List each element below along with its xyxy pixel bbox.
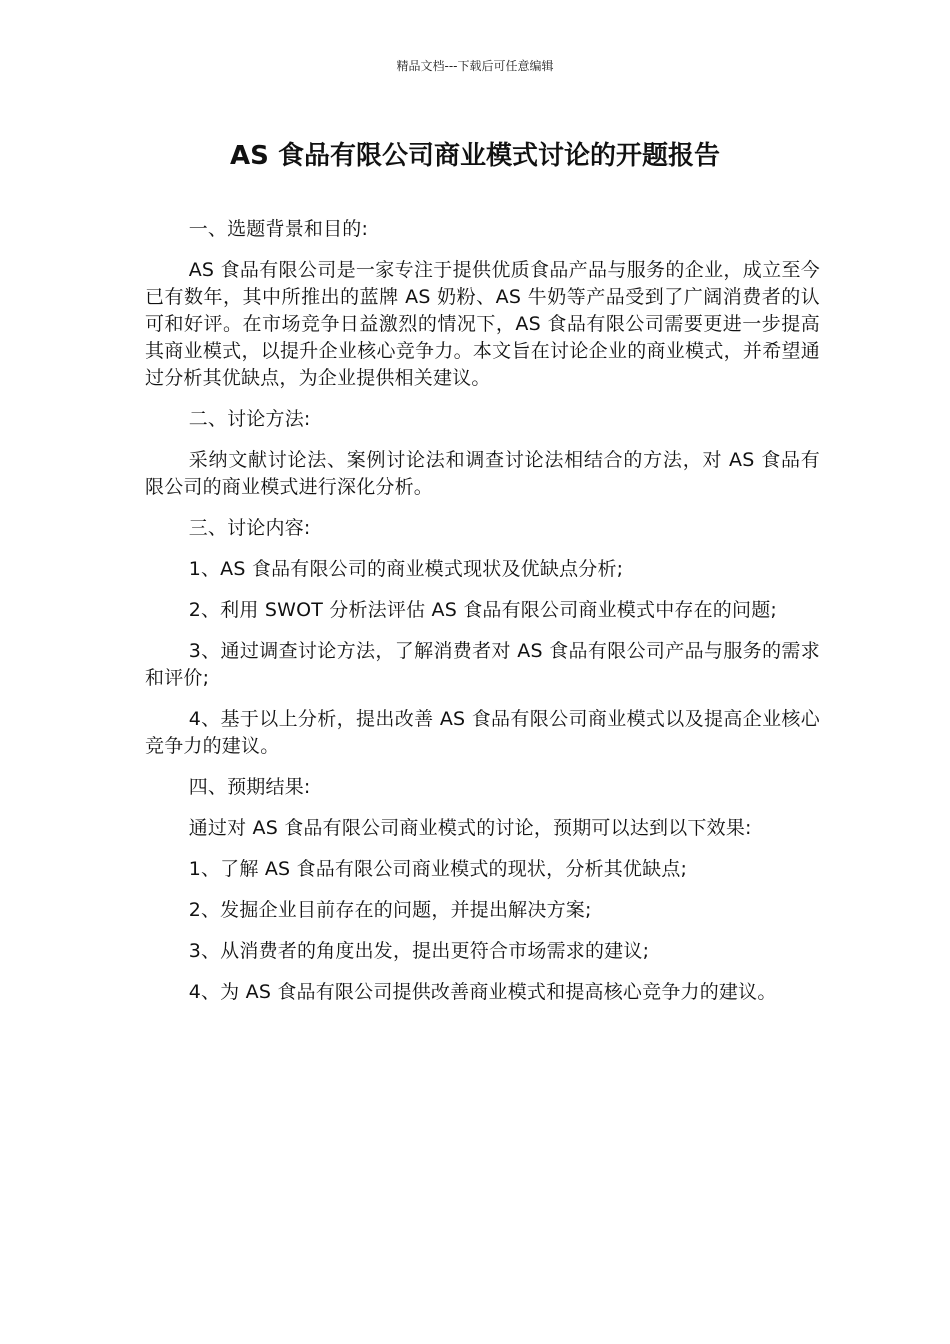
content-item-1: 1、AS 食品有限公司的商业模式现状及优缺点分析; <box>188 558 624 580</box>
section-heading-method: 二、讨论方法: <box>188 408 311 430</box>
result-item-4: 4、为 AS 食品有限公司提供改善商业模式和提高核心竞争力的建议。 <box>188 981 777 1003</box>
content-item-2: 2、利用 SWOT 分析法评估 AS 食品有限公司商业模式中存在的问题; <box>188 599 778 621</box>
section-heading-content: 三、讨论内容: <box>188 517 311 539</box>
content-item-3: 3、通过调查讨论方法，了解消费者对 AS 食品有限公司产品与服务的需求和评价; <box>145 640 820 689</box>
section-heading-results: 四、预期结果: <box>188 776 311 798</box>
result-item-1: 1、了解 AS 食品有限公司商业模式的现状，分析其优缺点; <box>188 858 688 880</box>
content-item-4: 4、基于以上分析，提出改善 AS 食品有限公司商业模式以及提高企业核心竞争力的建议。 <box>145 708 820 757</box>
document-body <box>145 216 820 1020</box>
result-item-2: 2、发掘企业目前存在的问题，并提出解决方案; <box>188 899 592 921</box>
document-title: AS 食品有限公司商业模式讨论的开题报告 <box>230 141 720 171</box>
header-note: 精品文档---下载后可任意编辑 <box>396 59 554 73</box>
results-intro: 通过对 AS 食品有限公司商业模式的讨论，预期可以达到以下效果: <box>188 817 752 839</box>
result-item-3: 3、从消费者的角度出发，提出更符合市场需求的建议; <box>188 940 650 962</box>
paragraph-method: 采纳文献讨论法、案例讨论法和调查讨论法相结合的方法，对 AS 食品有限公司的商业模式进行深化分析。 <box>145 449 820 498</box>
paragraph-background: AS 食品有限公司是一家专注于提供优质食品产品与服务的企业，成立至今已有数年，其中所推出的蓝牌 AS 奶粉、AS 牛奶等产品受到了广阔消费者的认可和好评。在市场竞争日益激烈的情况下，AS 食品有限公司需要更进一步提高其商业模式，以提升企业核心竞争力。本文旨在讨论企业的商业模式，并希望通过分析其优缺点，为企业提供相关建议。 <box>145 259 820 389</box>
section-heading-background: 一、选题背景和目的: <box>188 218 369 240</box>
